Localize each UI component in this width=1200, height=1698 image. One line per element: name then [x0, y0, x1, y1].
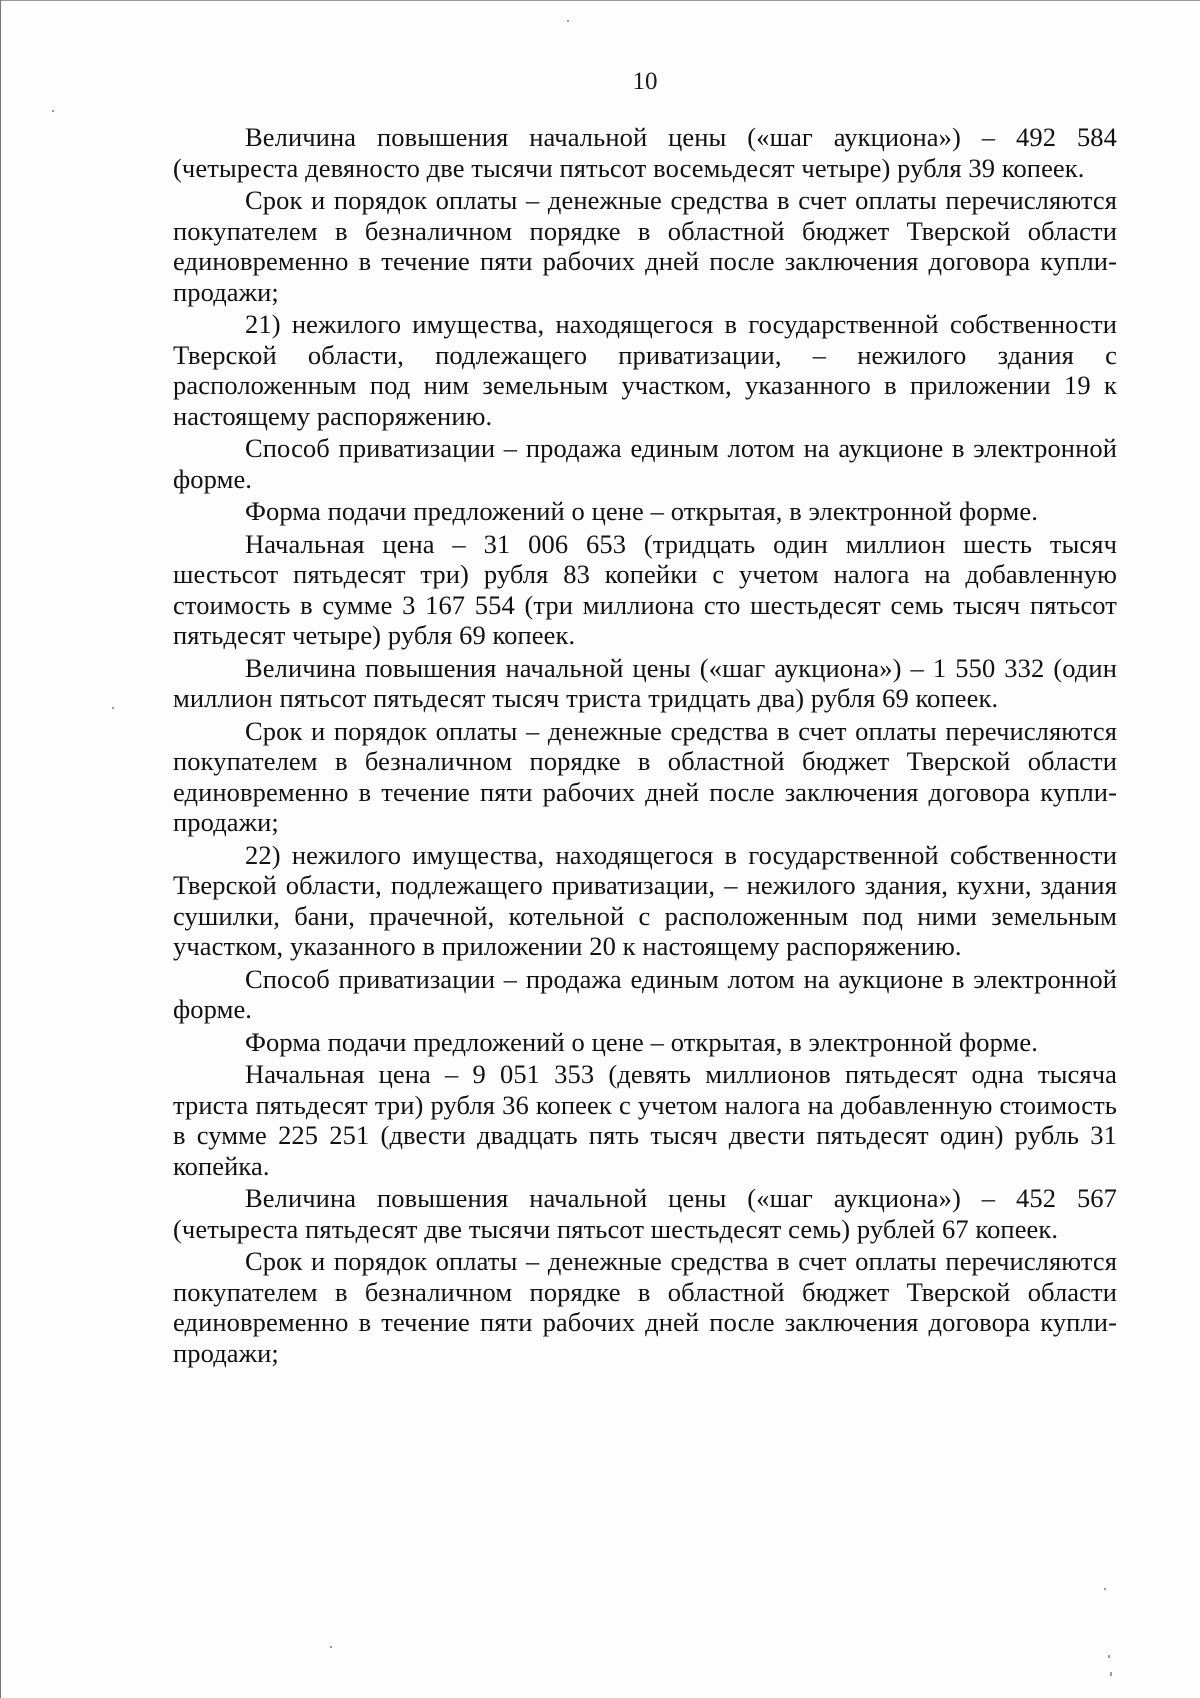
paragraph-bid-form: Форма подачи предложений о цене – открытая, в электронной форме.	[245, 496, 1039, 526]
paragraph-item-22: 22) нежилого имущества, находящегося в государственной собственности Тверской области, подлежащего приватизации, – нежилого здания, кухни, здания сушилки, бани, прачечной, котельной с расположенным под ними земельным участком, указанного в приложении 20 к настоящему распоряжению.	[173, 839, 1117, 961]
paragraph-item-21: 21) нежилого имущества, находящегося в государственной собственности Тверской области, подлежащего приватизации, – нежилого здания с расположенным под ним земельным участком, указанного в приложении 19 к настоящему распоряжению.	[173, 309, 1117, 431]
scan-speck	[112, 707, 114, 709]
paragraph-bid-form: Форма подачи предложений о цене – открытая, в электронной форме.	[245, 1026, 1039, 1057]
document-body	[173, 122, 1117, 1368]
paragraph-privatization-method: Способ приватизации – продажа единым лотом на аукционе в электронной форме.	[173, 433, 1117, 494]
paragraph-auction-step: Величина повышения начальной цены («шаг аукциона») – 452 567 (четыреста пятьдесят две тысячи пятьсот шестьдесят семь) рублей 67 копеек.	[173, 1183, 1117, 1244]
scan-speck	[1108, 1655, 1110, 1658]
scan-speck	[330, 1646, 332, 1648]
paragraph-initial-price: Начальная цена – 31 006 653 (тридцать один миллион шесть тысяч шестьсот пятьдесят три) рубля 83 копейки с учетом налога на добавленную стоимость в сумме 3 167 554 (три миллиона сто шестьдесят семь тысяч пятьсот пятьдесят четыре) рубля 69 копеек.	[173, 528, 1117, 650]
scan-speck	[52, 110, 54, 112]
paragraph-payment-terms: Срок и порядок оплаты – денежные средства в счет оплаты перечисляются покупателем в безналичном порядке в областной бюджет Тверской области единовременно в течение пяти рабочих дней после заключения договора купли-продажи;	[173, 715, 1117, 837]
scan-speck	[1104, 1588, 1106, 1590]
page-number: 10	[632, 68, 658, 95]
paragraph-payment-terms: Срок и порядок оплаты – денежные средства в счет оплаты перечисляются покупателем в безналичном порядке в областной бюджет Тверской области единовременно в течение пяти рабочих дней после заключения договора купли-продажи;	[173, 185, 1117, 307]
scan-speck	[567, 20, 569, 22]
paragraph-privatization-method: Способ приватизации – продажа единым лотом на аукционе в электронной форме.	[173, 963, 1117, 1024]
paragraph-auction-step-492584: Величина повышения начальной цены («шаг аукциона») – 492 584 (четыреста девяносто две тысячи пятьсот восемьдесят четыре) рубля 39 копеек.	[173, 122, 1117, 183]
paragraph-initial-price: Начальная цена – 9 051 353 (девять миллионов пятьдесят одна тысяча триста пятьдесят три) рубля 36 копеек с учетом налога на добавленную стоимость в сумме 225 251 (двести двадцать пять тысяч двести пятьдесят один) рубль 31 копейка.	[173, 1059, 1117, 1181]
scan-speck	[1110, 1672, 1112, 1676]
paragraph-auction-step: Величина повышения начальной цены («шаг аукциона») – 1 550 332 (один миллион пятьсот пятьдесят тысяч триста тридцать два) рубля 69 копеек.	[173, 652, 1117, 713]
paragraph-payment-terms: Срок и порядок оплаты – денежные средства в счет оплаты перечисляются покупателем в безналичном порядке в областной бюджет Тверской области единовременно в течение пяти рабочих дней после заключения договора купли-продажи;	[173, 1246, 1117, 1368]
